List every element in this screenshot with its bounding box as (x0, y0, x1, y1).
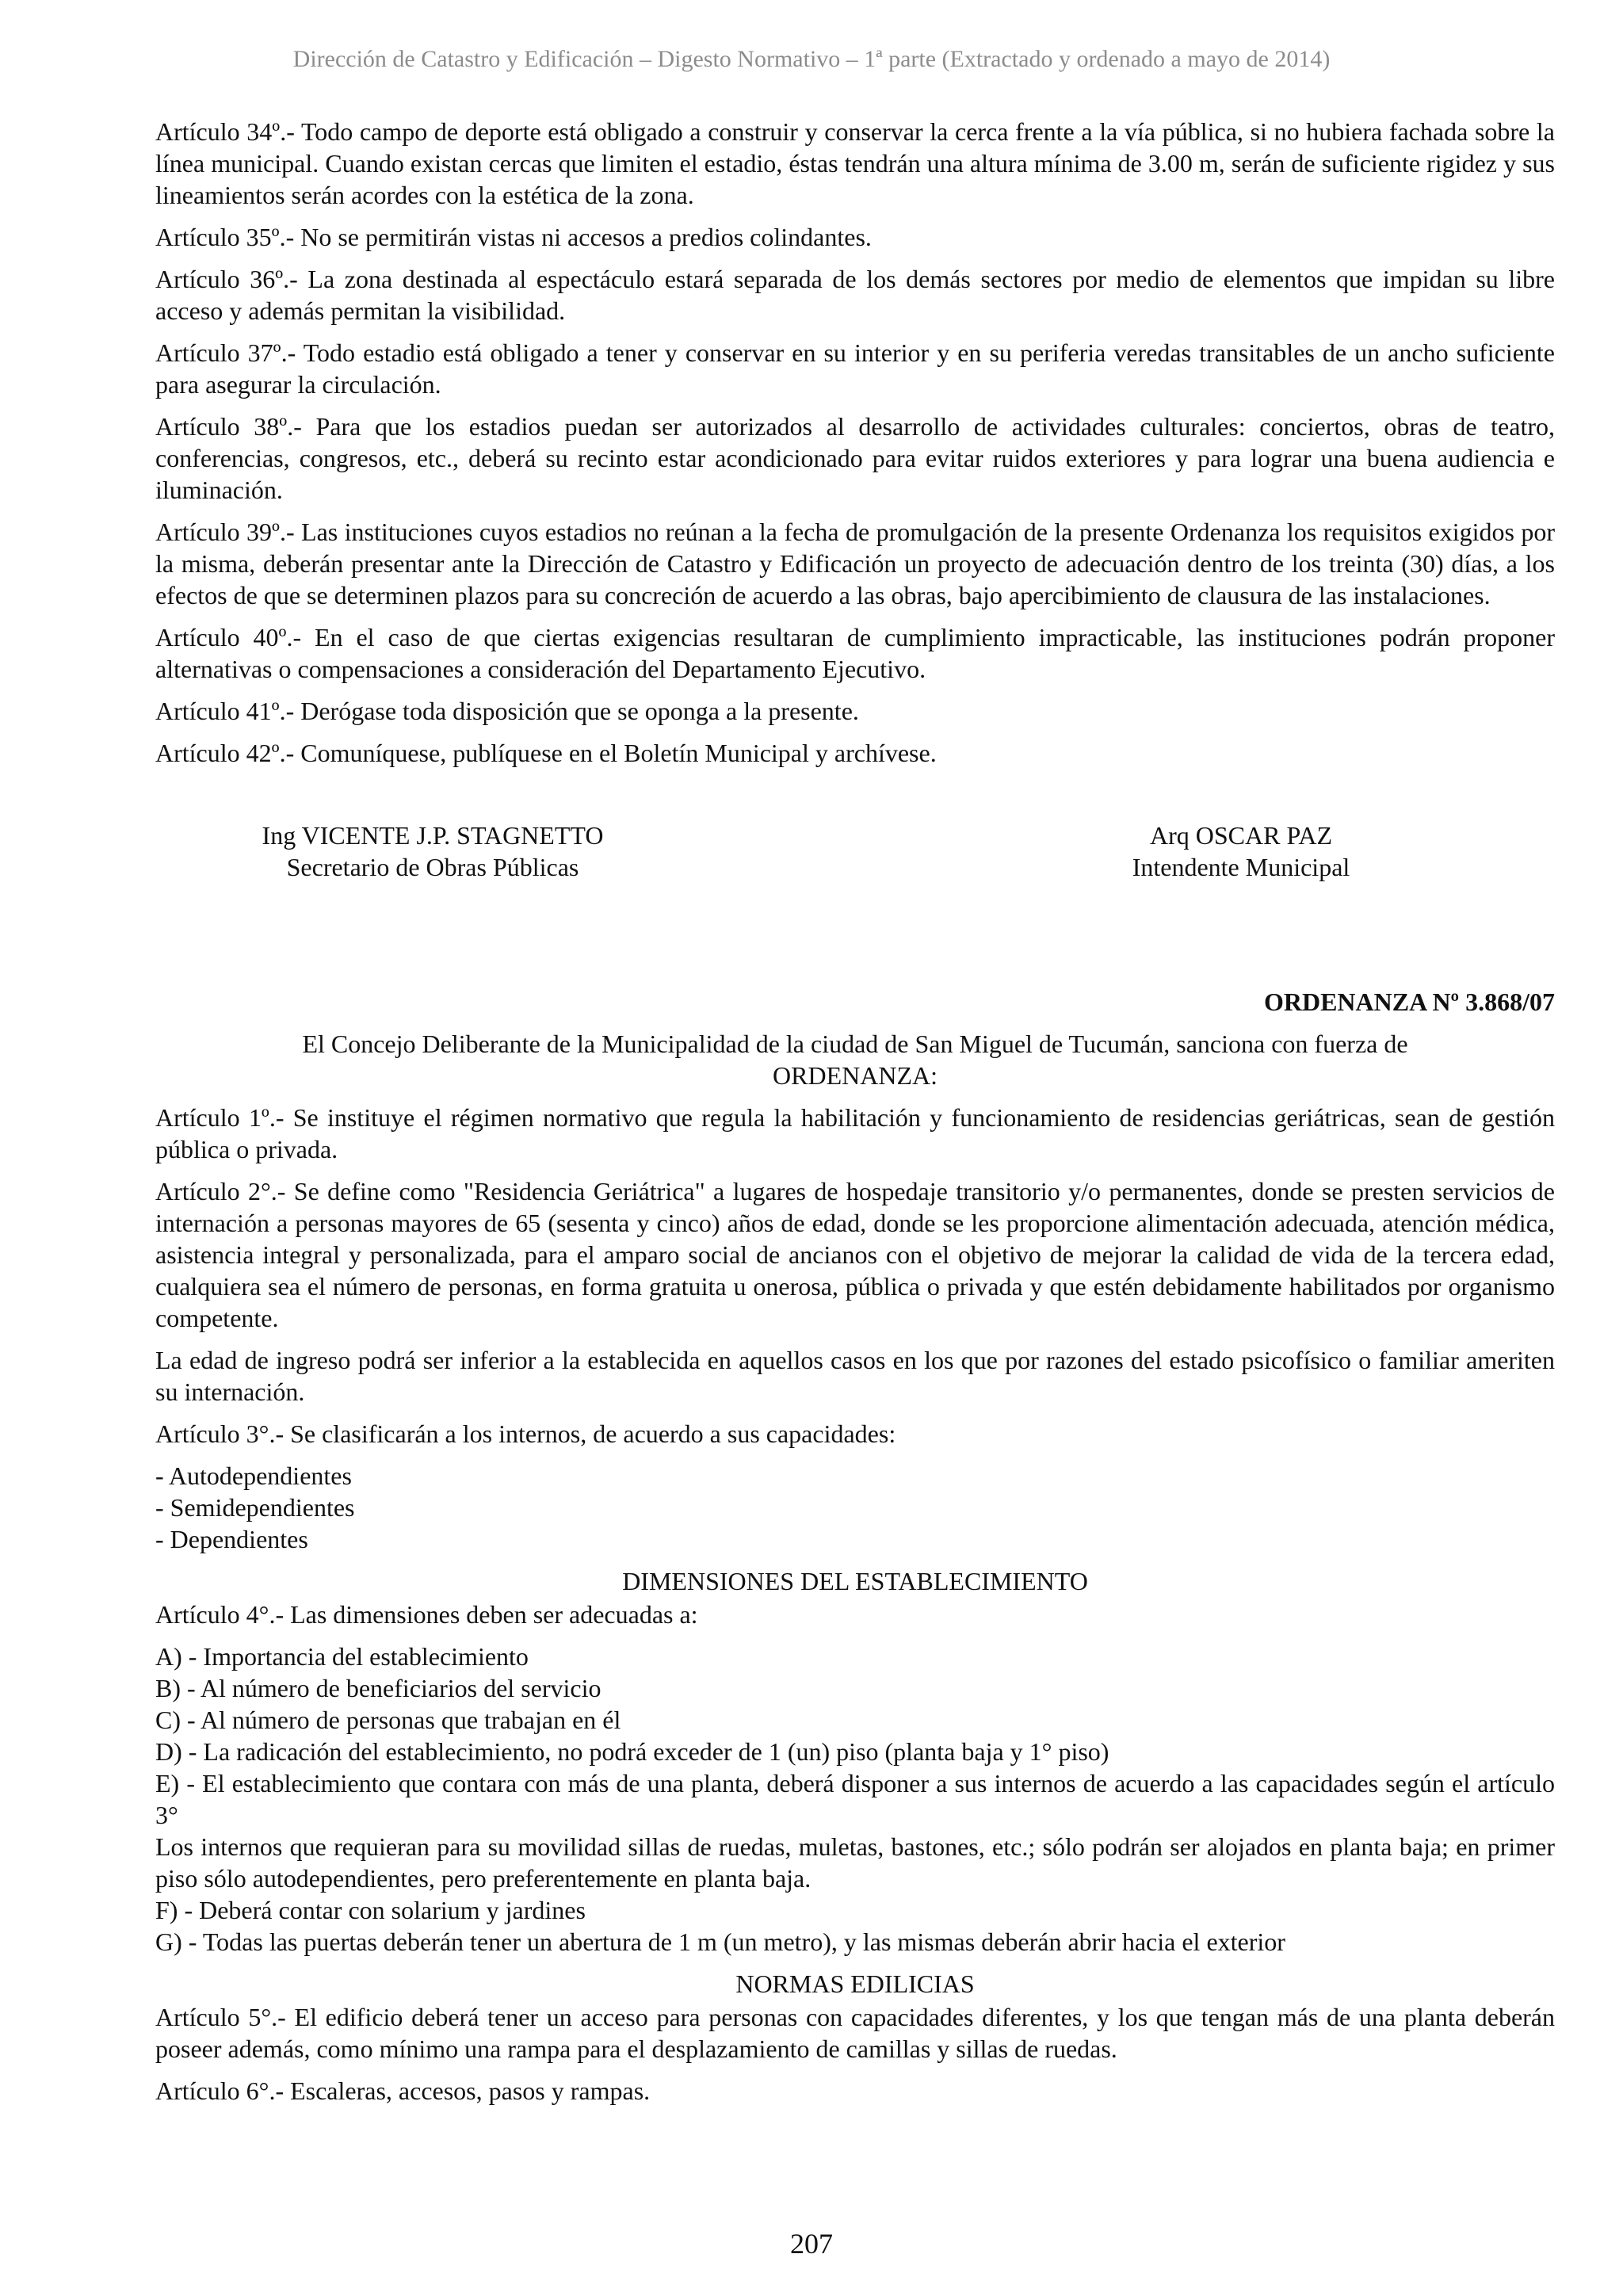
list-item: F) - Deberá contar con solarium y jardines (155, 1896, 586, 1924)
ordinance-heading: ORDENANZA: (773, 1061, 938, 1090)
list-item: G) - Todas las puertas deberán tener un abertura de 1 m (un metro), y las mismas deberán abrir hacia el exterior (155, 1927, 1285, 1956)
signatory-title: Secretario de Obras Públicas (286, 853, 579, 881)
article-4: Artículo 4°.- Las dimensiones deben ser adecuadas a: (155, 1600, 698, 1629)
dimensions-list (155, 1641, 1555, 1958)
article-36: Artículo 36º.- La zona destinada al espectáculo estará separada de los demás sectores por medio de elementos que impidan su libre acceso y además permitan la visibilidad. (155, 265, 1555, 325)
article-35: Artículo 35º.- No se permitirán vistas ni accesos a predios colindantes. (155, 223, 872, 251)
list-item: C) - Al número de personas que trabajan en él (155, 1706, 621, 1734)
signature-left (155, 819, 710, 883)
article-42: Artículo 42º.- Comuníquese, publíquese en el Boletín Municipal y archívese. (155, 739, 937, 767)
list-item: - Dependientes (155, 1525, 308, 1553)
article-34: Artículo 34º.- Todo campo de deporte está obligado a construir y conservar la cerca frente a la vía pública, si no hubiera fachada sobre la línea municipal. Cuando existan cercas que limiten el estadio, éstas tendrán una altura mínima de 3.00 m, serán de suficiente rigidez y sus lineamientos serán acordes con la estética de la zona. (155, 117, 1555, 209)
article-1: Artículo 1º.- Se instituye el régimen normativo que regula la habilitación y funcionamiento de residencias geriátricas, sean de gestión pública o privada. (155, 1103, 1555, 1163)
signatory-name: Arq OSCAR PAZ (1150, 821, 1332, 850)
section-heading-dimensions: DIMENSIONES DEL ESTABLECIMIENTO (622, 1567, 1088, 1595)
signature-right (964, 819, 1518, 883)
document-body (155, 116, 1555, 2117)
article-5: Artículo 5°.- El edificio deberá tener un acceso para personas con capacidades diferentes, y los que tengan más de una planta deberán poseer además, como mínimo una rampa para el desplazamiento de camillas y sillas de ruedas. (155, 2003, 1555, 2063)
ordinance-title: ORDENANZA Nº 3.868/07 (1263, 988, 1555, 1016)
article-2: Artículo 2°.- Se define como "Residencia Geriátrica" a lugares de hospedaje transitorio y/o permanentes, donde se presten servicios de internación a personas mayores de 65 (sesenta y cinco) años de edad, donde se les proporcione alimentación adecuada, atención médica, asistencia integral y personalizada, para el amparo social de ancianos con el objetivo de mejorar la calidad de vida de la tercera edad, cualquiera sea el número de personas, en forma gratuita u onerosa, pública o privada y que estén debidamente habilitados por organismo competente. (155, 1177, 1555, 1332)
signatory-title: Intendente Municipal (1132, 853, 1350, 881)
capacity-list (155, 1460, 1555, 1555)
section-heading-building: NORMAS EDILICIAS (735, 1969, 975, 1998)
list-item: - Autodependientes (155, 1461, 352, 1490)
list-item: B) - Al número de beneficiarios del servicio (155, 1674, 601, 1702)
article-2-extra: La edad de ingreso podrá ser inferior a la establecida en aquellos casos en los que por razones del estado psicofísico o familiar ameriten su internación. (155, 1346, 1555, 1406)
page-number: 207 (790, 2228, 833, 2260)
article-41: Artículo 41º.- Derógase toda disposición que se oponga a la presente. (155, 697, 859, 725)
signature-block (155, 819, 1555, 883)
list-note: Los internos que requieran para su movilidad sillas de ruedas, muletas, bastones, etc.; sólo podrán ser alojados en planta baja; en primer piso sólo autodependientes, pero preferentemente en planta baja. (155, 1832, 1555, 1893)
running-header: Dirección de Catastro y Edificación – Digesto Normativo – 1ª parte (Extractado y ordenado a mayo de 2014) (292, 46, 1331, 72)
list-item: A) - Importancia del establecimiento (155, 1642, 529, 1671)
article-39: Artículo 39º.- Las instituciones cuyos estadios no reúnan a la fecha de promulgación de la presente Ordenanza los requisitos exigidos por la misma, deberán presentar ante la Dirección de Catastro y Edificación un proyecto de adecuación dentro de los treinta (30) días, a los efectos de que se determinen plazos para su concreción de acuerdo a las obras, bajo apercibimiento de clausura de las instalaciones. (155, 518, 1555, 609)
article-37: Artículo 37º.- Todo estadio está obligado a tener y conservar en su interior y en su periferia veredas transitables de un ancho suficiente para asegurar la circulación. (155, 338, 1555, 399)
list-item: D) - La radicación del establecimiento, no podrá exceder de 1 (un) piso (planta baja y 1° piso) (155, 1737, 1109, 1766)
list-item: - Semidependientes (155, 1493, 355, 1522)
article-3: Artículo 3°.- Se clasificarán a los internos, de acuerdo a sus capacidades: (155, 1419, 896, 1448)
article-38: Artículo 38º.- Para que los estadios puedan ser autorizados al desarrollo de actividades culturales: conciertos, obras de teatro, conferencias, congresos, etc., deberá su recinto estar acondicionado para evitar ruidos exteriores y para lograr una buena audiencia e iluminación. (155, 412, 1555, 504)
ordinance-intro: El Concejo Deliberante de la Municipalidad de la ciudad de San Miguel de Tucumán, sanciona con fuerza de (302, 1030, 1408, 1058)
article-40: Artículo 40º.- En el caso de que ciertas exigencias resultaran de cumplimiento impracticable, las instituciones podrán proponer alternativas o compensaciones a consideración del Departamento Ejecutivo. (155, 623, 1555, 683)
article-6: Artículo 6°.- Escaleras, accesos, pasos y rampas. (155, 2076, 651, 2105)
signatory-name: Ing VICENTE J.P. STAGNETTO (262, 821, 604, 850)
list-item: E) - El establecimiento que contara con más de una planta, deberá disponer a sus internos de acuerdo a las capacidades según el artículo 3° (155, 1769, 1555, 1829)
